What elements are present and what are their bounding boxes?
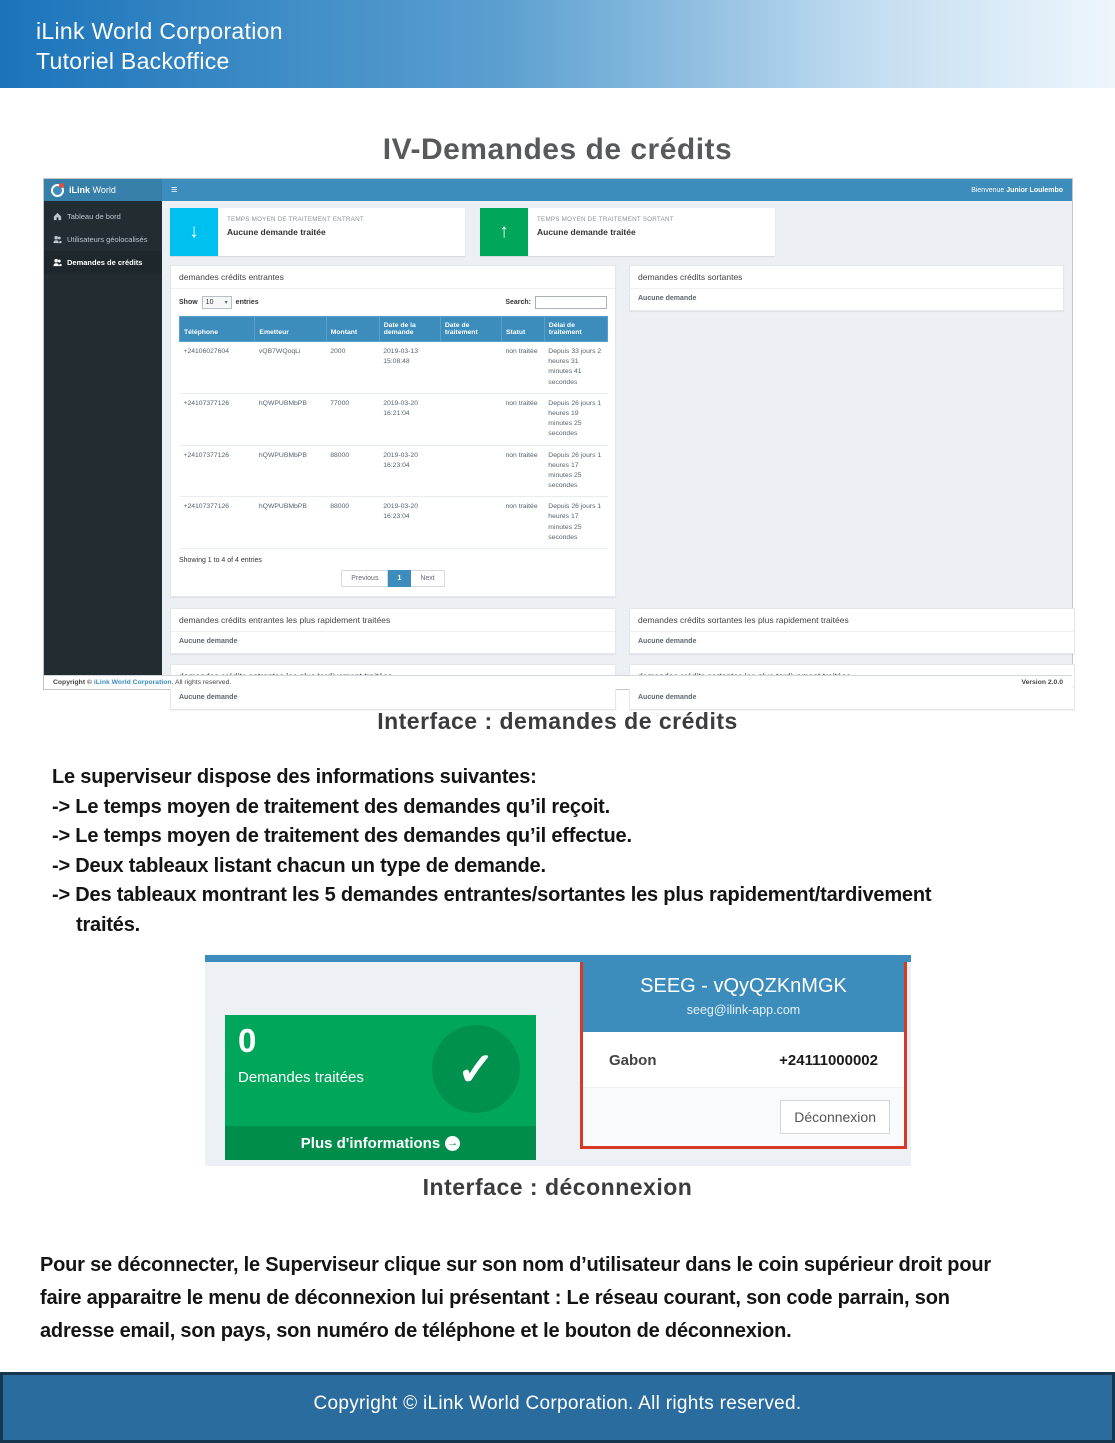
document-footer [0,1372,1115,1443]
search-input[interactable] [535,296,607,309]
bullet-item: -> Le temps moyen de traitement des demandes qu’il reçoit. [52,795,610,818]
col-emetteur[interactable]: Emetteur [255,317,326,342]
arrow-up-icon: ↑ [480,208,528,256]
network-name: SEEG - vQyQZKnMGK [640,975,847,997]
entrantes-table [179,316,608,549]
sidebar-item-demandes-de-credits[interactable]: Demandes de crédits [44,251,162,274]
caption-demandes-credits: Interface : demandes de crédits [377,708,738,734]
app-copyright: Copyright © iLink World Corporation. All rights reserved. [53,679,232,686]
chevron-down-icon: ▾ [224,300,228,306]
sidebar-item-utilisateurs-geolocalises[interactable]: Utilisateurs géolocalisés [44,228,162,251]
app-sidebar [44,201,162,675]
empty-text: Aucune demande [638,295,697,302]
stat-label: Demandes traitées [238,1069,364,1087]
backoffice-screenshot [43,178,1073,701]
user-country: Gabon [609,1052,657,1069]
col-date-demande[interactable]: Date de la demande [379,317,440,342]
table-row: +24107377126 hQWPUBMbPB 88000 2019-03-20 16:23:04 non traitée Depuis 26 jours 1 heures 17 minutes 25 secondes [180,497,608,549]
deconnexion-screenshot [205,955,911,1166]
stat-value: 0 [238,1022,257,1059]
card-temps-moyen-entrant [170,208,465,256]
pagination [171,566,615,596]
company-link[interactable]: iLink World Corporation [93,679,172,686]
bullet-item: -> Des tableaux montrant les 5 demandes entrantes/sortantes les plus rapidement/tardivement traités. [52,884,932,936]
empty-text: Aucune demande [638,694,697,701]
table-row: +24106027604 vQB7WQoqLi 2000 2019-03-13 15:08:48 non traitée Depuis 33 jours 2 heures 31 minutes 41 secondes [180,342,608,394]
document-banner [0,0,1115,88]
app-footer [44,675,1072,689]
info-paragraph [52,763,992,940]
document-subtitle: Tutoriel Backoffice [36,48,230,74]
dropdown-body [583,1032,904,1087]
panel-sortantes-rapidement [629,608,1075,654]
section-title: IV-Demandes de crédits [382,133,733,166]
hamburger-menu-icon[interactable]: ≡ [171,183,178,196]
paragraph-intro: Le superviseur dispose des informations suivantes: [52,766,537,788]
bullet-item: -> Deux tableaux listant chacun un type de demande. [52,854,546,877]
card-title: TEMPS MOYEN DE TRAITEMENT ENTRANT [227,216,364,223]
panel-title: demandes crédits sortantes les plus rapidement traitées [630,609,1074,632]
check-circle-icon: ✓ [432,1025,520,1113]
empty-text: Aucune demande [179,638,238,645]
empty-text: Aucune demande [638,638,697,645]
entries-label: entries [235,299,259,306]
search-label: Search: [505,299,531,306]
bullet-item: -> Le temps moyen de traitement des demandes qu’il effectue. [52,825,632,847]
arrow-down-icon: ↓ [170,208,218,256]
page-length-select[interactable]: 10 ▾ [202,296,232,309]
company-name: iLink World Corporation [36,18,283,44]
app-version: Version 2.0.0 [1021,679,1063,686]
col-statut[interactable]: Statut [502,317,545,342]
arrow-circle-right-icon: → [447,1137,459,1149]
stat-card-demandes-traitees [225,1015,536,1160]
card-title: TEMPS MOYEN DE TRAITEMENT SORTANT [537,216,674,223]
user-phone: +24111000002 [779,1052,878,1069]
dropdown-footer [583,1087,904,1146]
brand-text: iLink World [69,185,116,195]
panel-title: demandes crédits sortantes [630,266,1063,289]
previous-page-button[interactable]: Previous [341,570,388,587]
table-row: +24107377126 hQWPUBMbPB 77000 2019-03-20 16:21:04 non traitée Depuis 26 jours 1 heures 19 minutes 25 secondes [180,393,608,445]
panel-demandes-entrantes [170,265,616,597]
app-navbar [44,179,1072,201]
next-page-button[interactable]: Next [411,570,444,587]
user-dropdown-menu [580,962,907,1149]
caption-deconnexion: Interface : déconnexion [422,1174,693,1200]
users-icon [53,235,62,244]
col-delai[interactable]: Délai de traitement [544,317,607,342]
logout-button[interactable]: Déconnexion [780,1100,890,1134]
panel-title: demandes crédits entrantes [171,266,615,289]
footer-copyright-text: Copyright © iLink World Corporation. All rights reserved. [313,1392,802,1414]
show-label: Show [179,299,198,306]
dropdown-header [583,962,904,1032]
user-menu[interactable]: Bienvenue Junior Loulembo [971,186,1063,194]
user-email: seeg@ilink-app.com [686,1003,801,1017]
navbar-bar [162,179,1072,201]
globe-logo-icon [51,184,64,197]
panel-entrantes-rapidement [170,608,616,654]
page-1-button[interactable]: 1 [388,570,411,587]
dashboard-icon [53,212,62,221]
app-logo[interactable] [44,179,162,201]
navbar-strip [205,955,911,962]
card-value: Aucune demande traitée [227,227,326,237]
col-telephone[interactable]: Téléphone [180,317,255,342]
more-info-link[interactable]: Plus d'informations → [225,1126,536,1160]
table-row: +24107377126 hQWPUBMbPB 88000 2019-03-20 16:23:04 non traitée Depuis 26 jours 1 heures 17 minutes 25 secondes [180,445,608,497]
showing-entries-text: Showing 1 to 4 of 4 entries [179,557,262,564]
panel-demandes-sortantes [629,265,1064,311]
col-date-traitement[interactable]: Date de traitement [440,317,501,342]
panel-title: demandes crédits entrantes les plus rapidement traitées [171,609,615,632]
empty-text: Aucune demande [179,694,238,701]
table-header-row [180,317,608,342]
users-icon [53,258,62,267]
card-temps-moyen-sortant [480,208,775,256]
logout-paragraph: Pour se déconnecter, le Superviseur clique sur son nom d’utilisateur dans le coin supérieur droit pour faire apparaitre le menu de déconnexion lui présentant : Le réseau courant, son code parrain, son adresse email, son pays, son numéro de téléphone et le bouton de déconnexion. [40,1254,991,1342]
sidebar-item-tableau-de-bord[interactable]: Tableau de bord [44,205,162,228]
col-montant[interactable]: Montant [326,317,379,342]
card-value: Aucune demande traitée [537,227,636,237]
